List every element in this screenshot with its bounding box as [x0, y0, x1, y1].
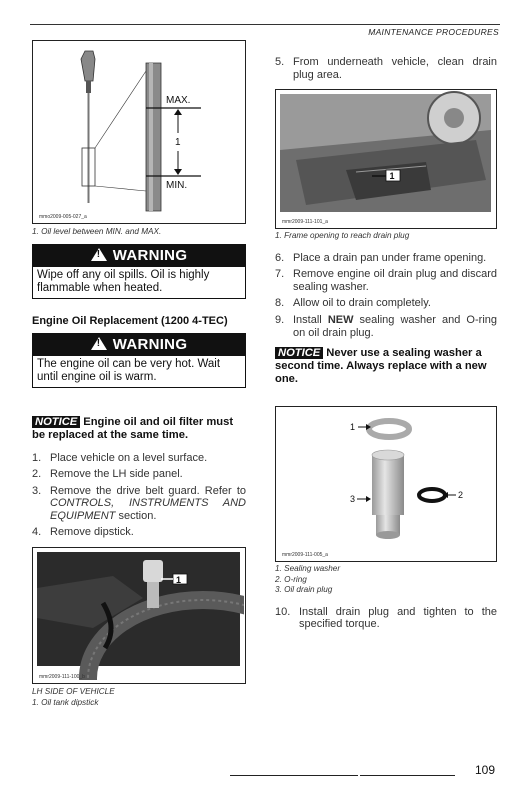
frame-photo-figure — [275, 89, 497, 229]
list-item — [275, 606, 497, 631]
step-number: 6. — [275, 251, 285, 264]
left-column — [32, 40, 246, 708]
figure-caption: 1. Oil tank dipstick — [32, 697, 99, 707]
list-item — [275, 252, 497, 265]
section-reference: CONTROLS, INSTRUMENTS AND EQUIPMENT — [50, 497, 246, 522]
frame-photo — [276, 90, 495, 225]
step-number: 9. — [275, 314, 285, 327]
warning-title: WARNING — [112, 246, 188, 264]
notice-block — [32, 416, 246, 442]
callout-1: 1 — [175, 137, 181, 148]
step-text: Remove the drive belt guard. Refer to — [50, 484, 246, 497]
step-list — [275, 56, 497, 81]
dipstick-illustration — [33, 41, 244, 220]
step-list — [275, 252, 497, 340]
warning-box — [32, 333, 246, 388]
step-emphasis: NEW — [327, 314, 354, 327]
list-item — [32, 468, 246, 481]
list-item — [275, 56, 497, 81]
notice-text: Engine oil and oil filter must be replaced at the same time. — [32, 415, 234, 441]
figure-caption-title: LH SIDE OF VEHICLE — [32, 687, 115, 697]
figure-code: mmr2009-111-100_b — [39, 674, 85, 681]
figure-code: mmr2009-111-005_a — [282, 552, 328, 559]
notice-tag: NOTICE — [275, 347, 323, 359]
notice-text: Never use a sealing washer a second time. Always replace with a new one. — [275, 347, 487, 386]
drain-plug-illustration — [276, 407, 495, 558]
step-text: Remove the LH side panel. — [50, 468, 183, 481]
step-number: 7. — [275, 268, 285, 281]
warning-text: Wipe off any oil spills. Oil is highly flammable when heated. — [37, 268, 210, 294]
warning-triangle-icon: ! — [91, 337, 107, 350]
step-number: 2. — [32, 468, 42, 481]
warning-header — [33, 245, 245, 267]
warning-header — [33, 334, 245, 356]
callout-1: 1 — [389, 171, 395, 182]
step-number: 4. — [32, 526, 42, 539]
step-number: 1. — [32, 451, 42, 464]
figure-code: mmo2009-005-027_a — [39, 214, 87, 220]
step-text: Remove engine oil drain plug and discard sealing washer. — [293, 268, 497, 293]
right-column — [275, 40, 497, 635]
list-item — [32, 485, 246, 523]
vehicle-photo-figure — [32, 547, 246, 684]
figure-caption: 3. Oil drain plug — [275, 585, 333, 595]
section-heading: Engine Oil Replacement (1200 4-TEC) — [32, 314, 228, 327]
step-number: 5. — [275, 56, 285, 68]
warning-text: The engine oil can be very hot. Wait until engine oil is warm. — [37, 357, 221, 383]
step-text: Place a drain pan under frame opening. — [293, 251, 487, 264]
list-item — [275, 314, 497, 339]
step-number: 3. — [32, 484, 42, 497]
step-text: Allow oil to drain completely. — [293, 297, 431, 310]
callout-1: 1 — [176, 575, 182, 586]
min-label: MIN. — [166, 180, 188, 191]
footer-rule — [360, 775, 455, 776]
figure-caption: 1. Oil level between MIN. and MAX. — [32, 227, 162, 236]
notice-block — [275, 347, 497, 386]
step-text: Install drain plug and tighten to the specified torque. — [299, 605, 497, 631]
dipstick-figure — [32, 40, 246, 224]
list-item — [275, 297, 497, 310]
figure-caption: 1. Sealing washer — [275, 564, 341, 574]
notice-tag: NOTICE — [32, 416, 80, 428]
step-text: Place vehicle on a level surface. — [50, 451, 208, 464]
figure-caption: 1. Frame opening to reach drain plug — [275, 231, 410, 241]
step-text: From underneath vehicle, clean drain plug area. — [293, 56, 497, 81]
drain-plug-figure — [275, 406, 497, 562]
warning-box — [32, 244, 246, 299]
list-item — [275, 268, 497, 293]
page-number: 109 — [474, 763, 495, 777]
step-list — [275, 606, 497, 631]
header-rule — [30, 24, 500, 25]
warning-triangle-icon: ! — [91, 248, 107, 261]
warning-title: WARNING — [112, 335, 188, 353]
footer-rule — [230, 775, 358, 776]
max-label: MAX. — [166, 95, 191, 106]
callout-1: 1 — [350, 422, 356, 433]
step-text: Install — [293, 314, 328, 327]
step-text: sealing washer and O-ring on oil drain plug. — [293, 314, 497, 339]
step-number: 8. — [275, 297, 285, 310]
figure-caption: 2. O-ring — [275, 574, 307, 584]
list-item — [32, 526, 246, 539]
step-text: section. — [115, 509, 157, 522]
lh-side-photo — [33, 548, 244, 680]
section-title: MAINTENANCE PROCEDURES — [368, 27, 499, 37]
callout-2: 2 — [458, 490, 464, 501]
step-list — [32, 452, 246, 540]
figure-code: mmr2009-111-101_a — [282, 219, 328, 226]
step-text: Remove dipstick. — [50, 526, 134, 539]
step-number: 10. — [275, 605, 291, 618]
list-item — [32, 452, 246, 465]
callout-3: 3 — [350, 494, 356, 505]
